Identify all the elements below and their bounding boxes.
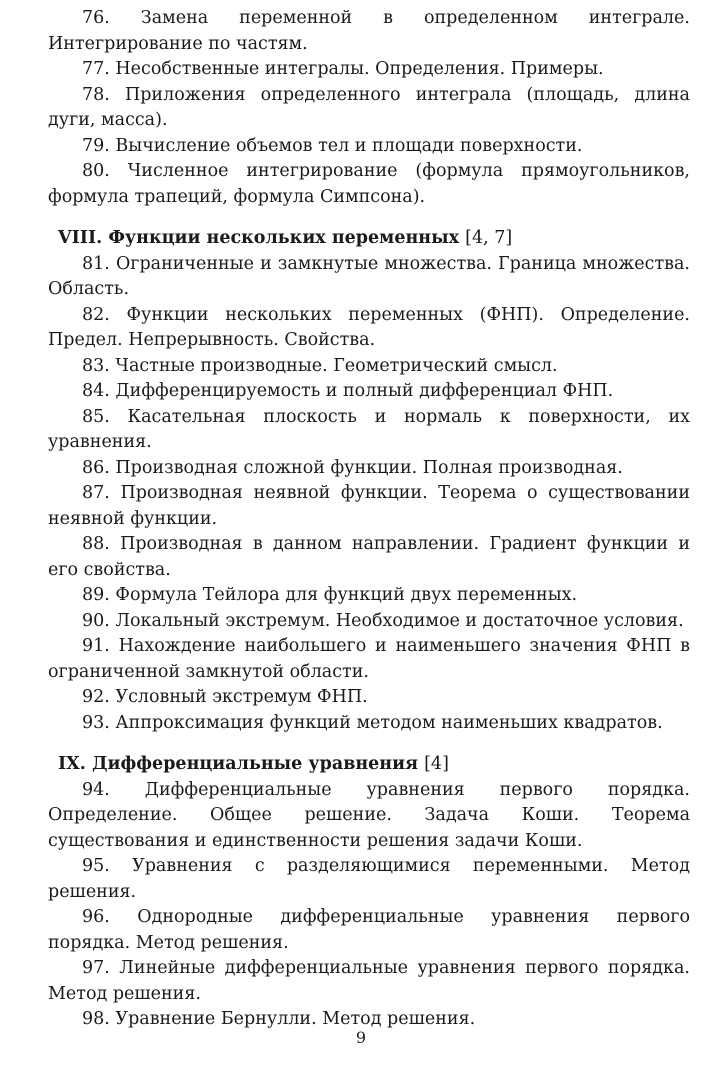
item-text: Замена переменной в определенном интеграле. Интегрирование по частям. bbox=[48, 8, 690, 54]
item-text: Ограниченные и замкнутые множества. Граница множества. Область. bbox=[48, 253, 690, 299]
item-text: Формула Тейлора для функций двух переменных. bbox=[115, 585, 578, 605]
list-item bbox=[48, 6, 690, 57]
item-text: Аппроксимация функций методом наименьших квадратов. bbox=[115, 712, 663, 733]
section-8-list bbox=[48, 252, 690, 737]
list-item bbox=[48, 905, 690, 956]
section-title: Функции нескольких переменных bbox=[108, 228, 460, 248]
section-roman: IX. bbox=[58, 754, 86, 774]
item-text: Линейные дифференциальные уравнения первого порядка. Метод решения. bbox=[48, 958, 690, 1004]
item-number: 93. bbox=[82, 712, 110, 733]
list-item bbox=[48, 456, 690, 482]
item-number: 98. bbox=[82, 1009, 110, 1029]
list-item bbox=[48, 583, 690, 609]
item-text: Условный экстремум ФНП. bbox=[115, 687, 368, 707]
item-text: Производная в данном направлении. Градиент функции и его свойства. bbox=[48, 534, 690, 580]
list-item bbox=[48, 685, 690, 711]
item-number: 77. bbox=[82, 59, 110, 79]
item-text: Численное интегрирование (формула прямоугольников, формула трапеций, формула Симпсона). bbox=[48, 161, 690, 207]
section-refs: [4] bbox=[424, 754, 449, 774]
list-item bbox=[48, 354, 690, 380]
item-number: 88. bbox=[82, 534, 110, 554]
list-item bbox=[48, 379, 690, 405]
item-text: Дифференцируемость и полный дифференциал ФНП. bbox=[115, 381, 614, 401]
list-item bbox=[48, 854, 690, 905]
list-item bbox=[48, 956, 690, 1007]
item-number: 79. bbox=[82, 135, 110, 156]
items-top-list bbox=[48, 6, 690, 210]
item-number: 87. bbox=[82, 483, 110, 503]
list-item bbox=[48, 159, 690, 210]
list-item bbox=[48, 609, 690, 635]
list-item bbox=[48, 83, 690, 134]
item-text: Дифференциальные уравнения первого порядка. Определение. Общее решение. Задача Коши. Теорема существования и единственности решения задачи Коши. bbox=[48, 779, 690, 851]
list-item bbox=[48, 532, 690, 583]
item-text: Нахождение наибольшего и наименьшего значения ФНП в ограниченной замкнутой области. bbox=[48, 636, 690, 682]
item-number: 81. bbox=[82, 253, 110, 274]
item-number: 95. bbox=[82, 856, 110, 876]
item-text: Вычисление объемов тел и площади поверхности. bbox=[115, 135, 583, 156]
item-text: Несобственные интегралы. Определения. Примеры. bbox=[115, 59, 604, 79]
section-refs: [4, 7] bbox=[465, 228, 513, 248]
item-number: 92. bbox=[82, 687, 110, 707]
item-text: Однородные дифференциальные уравнения первого порядка. Метод решения. bbox=[48, 907, 690, 953]
list-item bbox=[48, 634, 690, 685]
section-roman: VIII. bbox=[58, 228, 103, 248]
section-heading-8 bbox=[48, 226, 690, 252]
item-number: 91. bbox=[82, 636, 110, 656]
item-number: 85. bbox=[82, 406, 110, 427]
list-item bbox=[48, 481, 690, 532]
section-heading-9 bbox=[48, 752, 690, 778]
list-item bbox=[48, 252, 690, 303]
list-item bbox=[48, 134, 690, 160]
item-number: 90. bbox=[82, 610, 110, 631]
item-number: 78. bbox=[82, 84, 110, 105]
item-number: 80. bbox=[82, 161, 110, 181]
section-title: Дифференциальные уравнения bbox=[91, 754, 419, 774]
item-number: 76. bbox=[82, 8, 110, 28]
section-9-list bbox=[48, 778, 690, 1033]
item-number: 94. bbox=[82, 779, 110, 800]
item-text: Уравнения с разделяющимися переменными. Метод решения. bbox=[48, 856, 690, 902]
item-number: 96. bbox=[82, 907, 110, 927]
list-item bbox=[48, 303, 690, 354]
item-number: 82. bbox=[82, 304, 110, 325]
list-item bbox=[48, 57, 690, 83]
item-text: Касательная плоскость и нормаль к поверхности, их уравнения. bbox=[48, 406, 690, 452]
item-number: 86. bbox=[82, 457, 110, 478]
item-text: Уравнение Бернулли. Метод решения. bbox=[115, 1009, 476, 1029]
item-text: Приложения определенного интеграла (площадь, длина дуги, масса). bbox=[48, 84, 690, 130]
list-item bbox=[48, 711, 690, 737]
list-item bbox=[48, 778, 690, 855]
item-number: 97. bbox=[82, 958, 110, 978]
document-page bbox=[48, 6, 690, 1033]
item-text: Производная сложной функции. Полная производная. bbox=[115, 457, 623, 478]
item-number: 84. bbox=[82, 381, 110, 401]
item-text: Локальный экстремум. Необходимое и достаточное условия. bbox=[115, 610, 684, 631]
item-text: Функции нескольких переменных (ФНП). Определение. Предел. Непрерывность. Свойства. bbox=[48, 304, 690, 350]
list-item bbox=[48, 405, 690, 456]
page-number: 9 bbox=[355, 1028, 367, 1047]
item-number: 89. bbox=[82, 585, 110, 605]
item-text: Частные производные. Геометрический смысл. bbox=[115, 355, 558, 376]
item-number: 83. bbox=[82, 355, 110, 376]
item-text: Производная неявной функции. Теорема о существовании неявной функции. bbox=[48, 483, 690, 529]
